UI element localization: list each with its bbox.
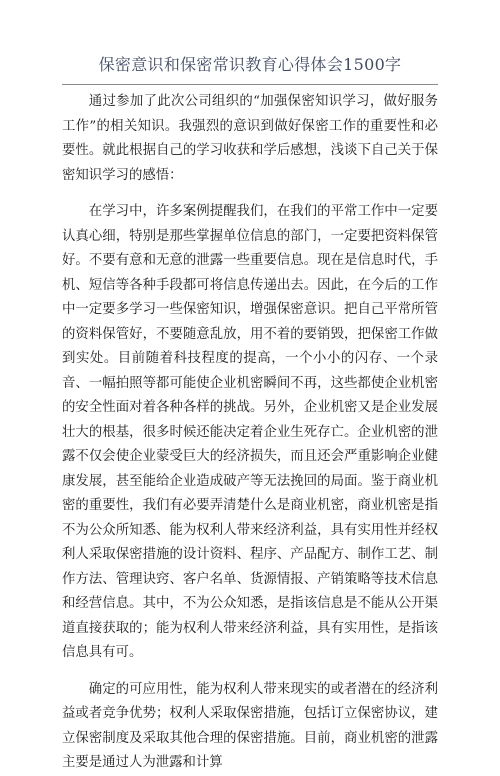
document-title: 保密意识和保密常识教育心得体会1500字 bbox=[98, 55, 402, 74]
document-body bbox=[62, 90, 438, 776]
title-divider bbox=[62, 84, 438, 85]
paragraph-main: 在学习中，许多案例提醒我们，在我们的平常工作中一定要认真心细，特别是那些掌握单位信息的部门，一定要把资料保管好。不要有意和无意的泄露一些重要信息。现在是信息时代，手机、短信等各种手段都可将信息传递出去。因此，在今后的工作中一定要多学习一些保密知识，增强保密意识。把自己平常所管的资料保管好，不要随意乱放，用不着的要销毁，把保密工作做到实处。目前随着科技程度的提高，一个小小的闪存、一个录音、一幅拍照等都可能使企业机密瞬间不再，这些都使企业机密的安全性面对着各种各样的挑战。另外，企业机密又是企业发展壮大的根基，很多时候还能决定着企业生死存亡。企业机密的泄露不仅会使企业蒙受巨大的经济损失，而且还会严重影响企业健康发展，甚至能给企业造成破产等无法挽回的局面。鉴于商业机密的重要性，我们有必要弄清楚什么是商业机密，商业机密是指不为公众所知悉、能为权利人带来经济利益，具有实用性并经权利人采取保密措施的设计资料、程序、产品配方、制作工艺、制作方法、管理诀窍、客户名单、货源情报、产销策略等技术信息和经营信息。其中，不为公众知悉，是指该信息是不能从公开渠道直接获取的；能为权利人带来经济利益，具有实用性，是指该信息具有可。 bbox=[62, 204, 438, 660]
paragraph-intro: 通过参加了此次公司组织的“加强保密知识学习，做好服务工作”的相关知识。我强烈的意识到做好保密工作的重要性和必要性。就此根据自己的学习收获和学后感想，浅谈下自己关于保密知识学习的感悟： bbox=[62, 94, 438, 183]
paragraph-continuation: 确定的可应用性，能为权利人带来现实的或者潜在的经济利益或者竞争优势；权利人采取保密措施，包括订立保密协议，建立保密制度及采取其他合理的保密措施。目前，商业机密的泄露主要是通过人为泄露和计算 bbox=[62, 681, 438, 770]
